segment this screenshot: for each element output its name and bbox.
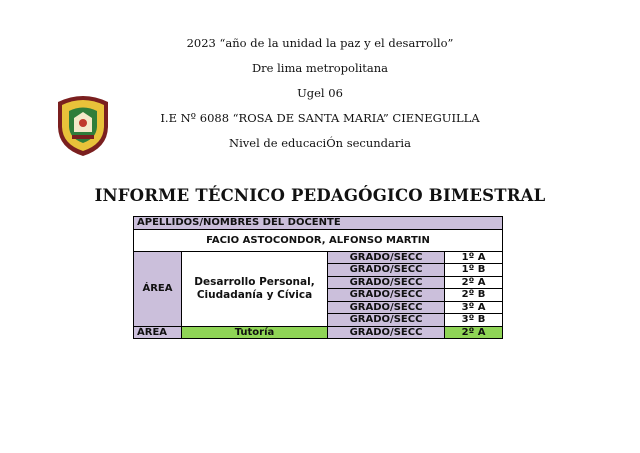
grade-row — [134, 251, 503, 264]
grade-label-cell: GRADO/SECC — [328, 289, 445, 302]
area-name-cell: Desarrollo Personal, Ciudadanía y Cívica — [182, 251, 328, 326]
grade-value-cell: 3º A — [445, 301, 503, 314]
tutoria-name-cell: Tutoría — [182, 326, 328, 339]
school-crest-icon — [52, 92, 114, 158]
tutoria-grade-label-cell: GRADO/SECC — [328, 326, 445, 339]
grade-value-cell: 2º A — [445, 276, 503, 289]
grade-value-cell: 1º A — [445, 251, 503, 264]
header-school: I.E Nº 6088 “ROSA DE SANTA MARIA” CIENEGUILLA — [160, 111, 480, 125]
tutoria-grade-value-cell: 2º A — [445, 326, 503, 339]
grade-label-cell: GRADO/SECC — [328, 314, 445, 327]
grade-value-cell: 1º B — [445, 264, 503, 277]
grade-label-cell: GRADO/SECC — [328, 264, 445, 277]
grade-label-cell: GRADO/SECC — [328, 251, 445, 264]
header-year-motto: 2023 “año de la unidad la paz y el desarrollo” — [186, 36, 454, 50]
grade-label-cell: GRADO/SECC — [328, 301, 445, 314]
header-level: Nivel de educaciÓn secundaria — [229, 136, 411, 150]
tutoria-area-label-cell: ÁREA — [134, 326, 182, 339]
area-label-cell: ÁREA — [134, 251, 182, 326]
docente-name-row — [134, 229, 503, 251]
header-dre: Dre lima metropolitana — [251, 61, 389, 75]
tutoria-row — [134, 326, 503, 339]
header-ugel: Ugel 06 — [297, 86, 343, 100]
report-title: INFORME TÉCNICO PEDAGÓGICO BIMESTRAL — [94, 186, 546, 205]
grade-label-cell: GRADO/SECC — [328, 276, 445, 289]
docente-name-cell: FACIO ASTOCONDOR, ALFONSO MARTIN — [134, 229, 503, 251]
grade-value-cell: 2º B — [445, 289, 503, 302]
grade-value-cell: 3º B — [445, 314, 503, 327]
docente-header-row — [134, 217, 503, 230]
docente-header-cell: APELLIDOS/NOMBRES DEL DOCENTE — [134, 217, 503, 230]
docente-table — [133, 216, 503, 339]
